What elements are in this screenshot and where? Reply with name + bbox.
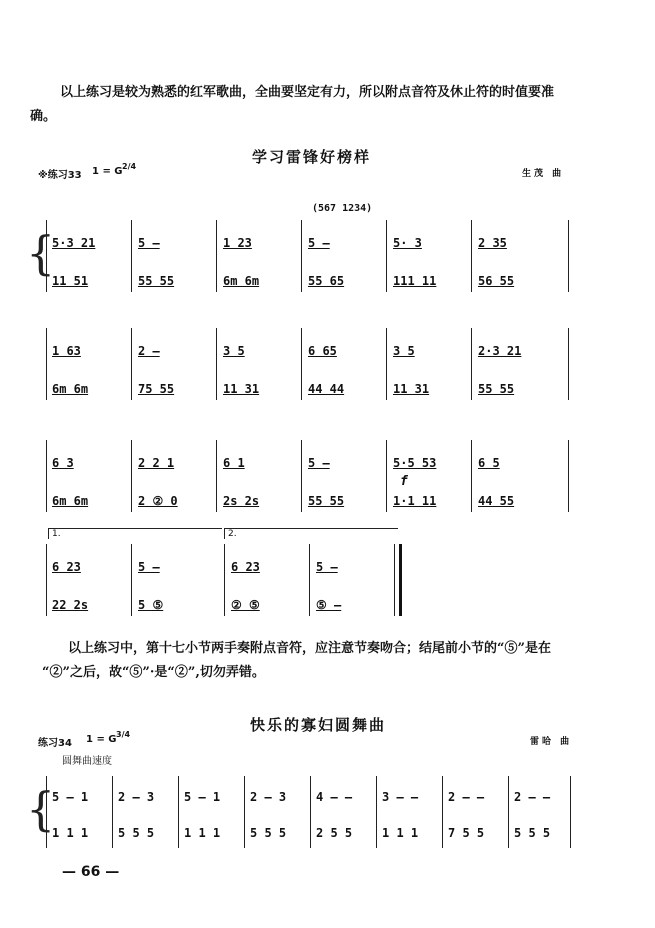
first-ending-bracket: 1. bbox=[48, 528, 222, 539]
lower-measure: 55 55 bbox=[478, 382, 515, 396]
lower-measure: 5 ⑤ bbox=[138, 598, 164, 612]
upper-measure: 4 — — bbox=[316, 790, 353, 804]
middle-paragraph-line1: 以上练习中，第十七小节两手奏附点音符，应注意节奏吻合；结尾前小节的“⑤”是在 bbox=[68, 641, 551, 656]
upper-measure: 6 65 bbox=[308, 344, 337, 358]
lower-measure: 2 ② 0 bbox=[138, 494, 178, 508]
intro-paragraph-line1: 以上练习是较为熟悉的红军歌曲，全曲要坚定有力，所以附点音符及休止符的时值要准 bbox=[60, 85, 555, 100]
piece2-label: 练习34 bbox=[38, 738, 72, 749]
lower-measure: 11 31 bbox=[223, 382, 260, 396]
piece2-system bbox=[26, 776, 574, 848]
lower-measure: 75 55 bbox=[138, 382, 175, 396]
piece1-system-2 bbox=[38, 328, 574, 400]
lower-measure: 111 11 bbox=[393, 274, 437, 288]
upper-measure: 5 — bbox=[138, 236, 160, 250]
piece2-composer: 雷哈 曲 bbox=[530, 737, 573, 747]
lower-measure: 5 5 5 bbox=[514, 826, 551, 840]
upper-measure: 3 5 bbox=[393, 344, 415, 358]
lower-measure: 44 44 bbox=[308, 382, 345, 396]
lower-measure: ② ⑤ bbox=[231, 598, 260, 612]
lower-measure: 2s 2s bbox=[223, 494, 260, 508]
piece1-system-3 bbox=[38, 440, 574, 512]
upper-measure: 5· 3 bbox=[393, 236, 422, 250]
second-ending-bracket: 2. bbox=[224, 528, 398, 539]
dynamic-marking: f bbox=[400, 474, 408, 489]
upper-measure: 6 1 bbox=[223, 456, 245, 470]
upper-measure: 6 3 bbox=[52, 456, 74, 470]
piece1-title: 学习雷锋好榜样 bbox=[252, 148, 372, 166]
upper-measure: 3 — — bbox=[382, 790, 419, 804]
piece2-key: 1 = G bbox=[86, 734, 117, 745]
lower-measure: 1 1 1 bbox=[184, 826, 221, 840]
lower-measure: 1·1 11 bbox=[393, 494, 437, 508]
upper-measure: 2 — 3 bbox=[118, 790, 155, 804]
upper-measure: 6 23 bbox=[52, 560, 81, 574]
piece1-label: ※练习33 bbox=[38, 170, 82, 181]
piece1-system-1 bbox=[26, 220, 574, 292]
piece1-time: 2/4 bbox=[122, 162, 137, 171]
upper-measure: 2 — — bbox=[514, 790, 551, 804]
lower-measure: 55 55 bbox=[138, 274, 175, 288]
upper-measure: 1 23 bbox=[223, 236, 252, 250]
lower-measure: 6m 6m bbox=[52, 382, 89, 396]
upper-measure: 6 5 bbox=[478, 456, 500, 470]
lower-measure: 56 55 bbox=[478, 274, 515, 288]
upper-measure: 2 35 bbox=[478, 236, 507, 250]
upper-measure: 2 — 3 bbox=[250, 790, 287, 804]
upper-measure: 5·3 21 bbox=[52, 236, 96, 250]
lower-measure: 11 31 bbox=[393, 382, 430, 396]
upper-measure: 5 — bbox=[316, 560, 338, 574]
upper-measure: 2 — — bbox=[448, 790, 485, 804]
middle-paragraph-line2: “②”之后，故“⑤”·是“②”,切勿弄错。 bbox=[42, 665, 265, 680]
lower-measure: 1 1 1 bbox=[52, 826, 89, 840]
piece2-time: 3/4 bbox=[116, 730, 131, 739]
page-number: — 66 — bbox=[62, 864, 120, 880]
upper-measure: 5·5 53 bbox=[393, 456, 437, 470]
lower-measure: ⑤ — bbox=[316, 598, 342, 612]
lower-measure: 1 1 1 bbox=[382, 826, 419, 840]
upper-measure: 2·3 21 bbox=[478, 344, 522, 358]
system-brace: { bbox=[26, 226, 56, 280]
upper-measure: 2 — bbox=[138, 344, 160, 358]
lower-measure: 11 51 bbox=[52, 274, 89, 288]
upper-measure: 5 — bbox=[308, 456, 330, 470]
lower-measure: 7 5 5 bbox=[448, 826, 485, 840]
lower-measure: 55 65 bbox=[308, 274, 345, 288]
upper-measure: 5 — bbox=[308, 236, 330, 250]
lower-measure: 6m 6m bbox=[223, 274, 260, 288]
lower-measure: 55 55 bbox=[308, 494, 345, 508]
piece2-title: 快乐的寡妇圆舞曲 bbox=[250, 716, 387, 734]
lower-measure: 2 5 5 bbox=[316, 826, 353, 840]
piece1-composer: 生茂 曲 bbox=[522, 169, 565, 179]
upper-measure: 1 63 bbox=[52, 344, 81, 358]
lower-measure: 44 55 bbox=[478, 494, 515, 508]
piece1-system-4 bbox=[38, 544, 408, 616]
lower-measure: 5 5 5 bbox=[250, 826, 287, 840]
system-brace: { bbox=[26, 782, 56, 836]
piece2-tempo: 圆舞曲速度 bbox=[62, 756, 112, 767]
piece1-annotation: (567 1234) bbox=[312, 203, 373, 214]
upper-measure: 5 — 1 bbox=[52, 790, 89, 804]
lower-measure: 6m 6m bbox=[52, 494, 89, 508]
upper-measure: 2 2 1 bbox=[138, 456, 175, 470]
piece1-key: 1 = G bbox=[92, 166, 123, 177]
lower-measure: 22 2s bbox=[52, 598, 89, 612]
lower-measure: 5 5 5 bbox=[118, 826, 155, 840]
intro-paragraph-line2: 确。 bbox=[30, 109, 57, 124]
upper-measure: 3 5 bbox=[223, 344, 245, 358]
upper-measure: 5 — bbox=[138, 560, 160, 574]
upper-measure: 5 — 1 bbox=[184, 790, 221, 804]
upper-measure: 6 23 bbox=[231, 560, 260, 574]
